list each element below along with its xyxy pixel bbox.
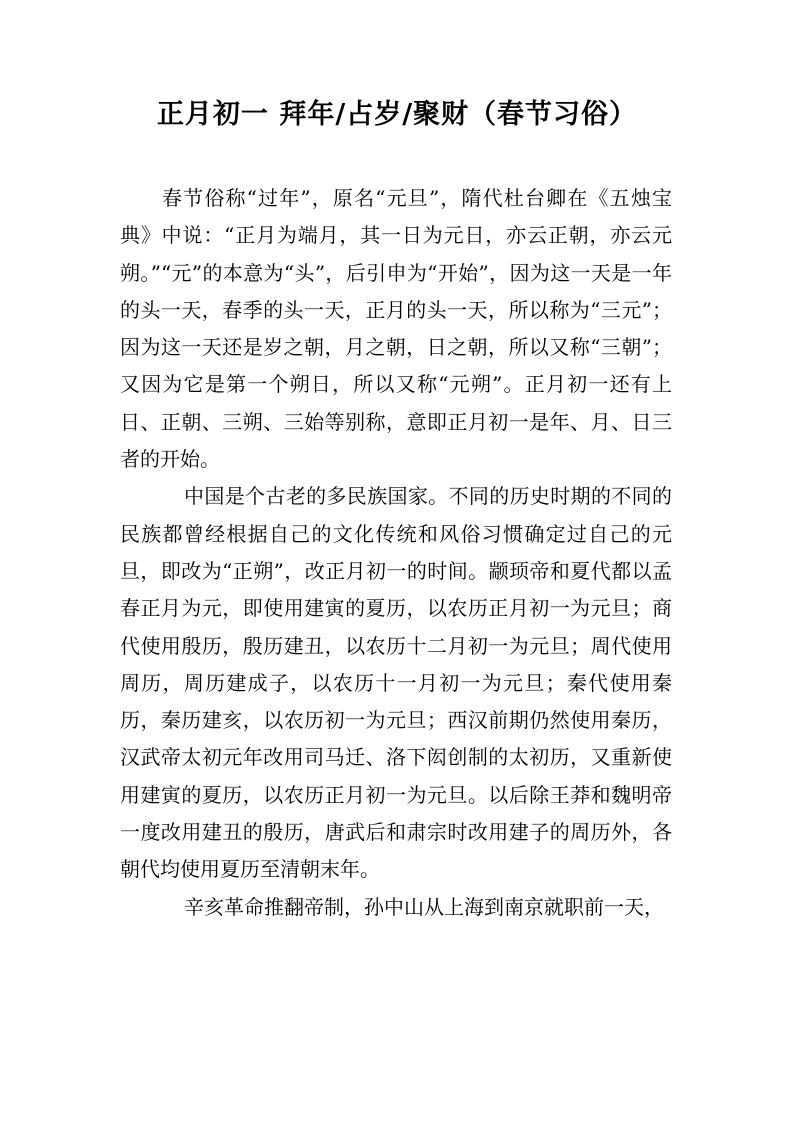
- document-title: 正月初一 拜年/占岁/聚财（春节习俗）: [156, 99, 638, 130]
- document-body: [120, 180, 672, 926]
- paragraph-xinhai-revolution: 辛亥革命推翻帝制，孙中山从上海到南京就职前一天，: [184, 894, 664, 919]
- paragraph-calendar-history: 中国是个古老的多民族国家。不同的历史时期的不同的民族都曾经根据自己的文化传统和风俗习惯确定过自己的元旦，即改为“正朔”，改正月初一的时间。颛顼帝和夏代都以孟春正月为元，即使用建寅的夏历，以农历正月初一为元旦；商代使用殷历，殷历建丑，以农历十二月初一为元旦；周代使用周历，周历建成子，以农历十一月初一为元旦；秦代使用秦历，秦历建亥，以农历初一为元旦；西汉前期仍然使用秦历，汉武帝太初元年改用司马迁、洛下闳创制的太初历，又重新使用建寅的夏历，以农历正月初一为元旦。以后除王莽和魏明帝一度改用建丑的殷历，唐武后和肃宗时改用建子的周历外，各朝代均使用夏历至清朝末年。: [120, 484, 672, 882]
- paragraph-spring-festival-origin: 春节俗称“过年”，原名“元旦”，隋代杜台卿在《五烛宝典》中说：“正月为端月，其一日为元日，亦云正朝，亦云元朔。”“元”的本意为“头”，后引申为“开始”，因为这一天是一年的头一天，春季的头一天，正月的头一天，所以称为“三元”；因为这一天还是岁之朝，月之朝，日之朝，所以又称“三朝”；又因为它是第一个朔日，所以又称“元朔”。正月初一还有上日、正朝、三朔、三始等别称，意即正月初一是年、月、日三者的开始。: [120, 186, 672, 472]
